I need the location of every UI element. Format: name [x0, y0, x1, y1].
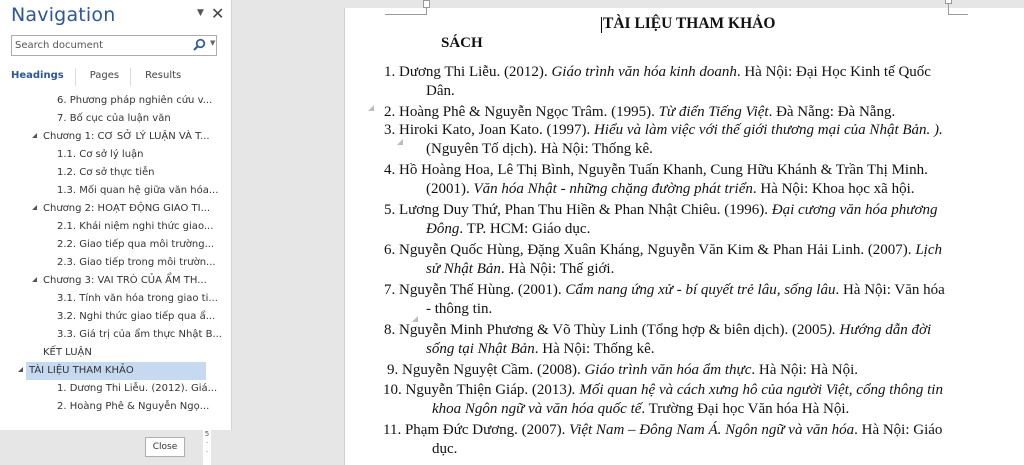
reference-number: 5.	[384, 202, 399, 218]
heading-item-selected[interactable]	[26, 362, 206, 380]
reference-entry	[384, 103, 895, 121]
reference-text: . Hà Nội: Đại Học Kinh tế Quốc	[736, 64, 931, 80]
reference-entry	[383, 381, 943, 399]
reference-entry-continuation	[432, 400, 849, 418]
reference-entry	[384, 121, 943, 139]
reference-title-italic: Văn hóa Nhật - những chặng đường phát triển	[473, 181, 753, 197]
tab-headings[interactable]	[11, 70, 76, 86]
heading-item[interactable]	[43, 272, 207, 290]
heading-item[interactable]	[57, 398, 209, 416]
reference-entry	[384, 281, 945, 299]
heading-label: Chương 2: HOẠT ĐỘNG GIAO TI...	[43, 203, 211, 214]
heading-item[interactable]	[57, 290, 218, 308]
margin-handle	[423, 0, 430, 8]
tab-divider	[130, 68, 131, 86]
reference-number: 6.	[384, 242, 399, 258]
reference-text: Nguyễn Minh Phương & Võ Thùy Linh (Tổng hợp & biên dịch). (2005	[399, 322, 827, 338]
heading-item[interactable]	[57, 182, 218, 200]
reference-number: 3.	[384, 122, 399, 138]
reference-title-italic: ). Hướng dẫn đời	[827, 322, 932, 338]
search-icon[interactable]	[192, 38, 206, 52]
reference-text: Nguyễn Quốc Hùng, Đặng Xuân Kháng, Nguyễn Văn Kim & Phan Hải Linh. (2007).	[399, 242, 916, 258]
reference-number: 1.	[384, 64, 399, 80]
document-heading: TÀI LIỆU THAM KHẢO	[603, 15, 776, 32]
reference-title-italic: sử Nhật Bản	[426, 261, 501, 277]
tab-divider	[75, 68, 76, 86]
reference-title-italic: Giáo trình văn hóa ẩm thực	[584, 362, 752, 378]
expand-triangle-icon[interactable]	[32, 133, 37, 138]
reference-title-italic: ). Mối quan hệ và cách xưng hô của người Việt, cổng thông tin	[566, 382, 943, 398]
heading-item[interactable]	[43, 200, 210, 218]
reference-text: Nguyễn Thế Hùng. (2001).	[399, 282, 566, 298]
reference-number: 10.	[383, 382, 406, 398]
reference-text: . Hà Nội: Thống kê.	[534, 341, 655, 357]
expand-triangle-icon[interactable]	[32, 205, 37, 210]
reference-entry	[387, 361, 858, 379]
tab-pages[interactable]	[90, 70, 131, 86]
reference-title-italic: Từ điển Tiếng Việt	[658, 104, 769, 120]
reference-text: Phạm Đức Dương. (2007).	[404, 422, 570, 438]
search-box	[11, 35, 217, 56]
heading-label: TÀI LIỆU THAM KHẢO	[29, 365, 134, 376]
reference-entry-continuation	[426, 180, 915, 198]
reference-number: 8.	[384, 322, 399, 338]
reference-entry-continuation	[426, 220, 590, 238]
reference-text: . Hà Nội: Giáo	[854, 422, 943, 438]
heading-item[interactable]	[57, 92, 212, 110]
tab-label: Pages	[89, 70, 120, 81]
collapse-triangle-icon[interactable]	[412, 316, 418, 322]
reference-entry-continuation	[426, 300, 492, 318]
reference-text: . Trường Đại học Văn hóa Hà Nội.	[641, 401, 850, 417]
reference-entry	[383, 421, 942, 439]
collapse-triangle-icon[interactable]	[368, 105, 374, 111]
reference-text: Hiroki Kato, Joan Kato. (1997).	[399, 122, 594, 138]
reference-text: Hồ Hoàng Hoa, Lê Thị Bình, Nguyễn Tuấn Khanh, Cung Hữu Khánh & Trần Thị Minh.	[399, 162, 928, 178]
reference-text: . Hà Nội: Hà Nội.	[751, 362, 859, 378]
heading-label: 2. Hoàng Phê & Nguyễn Ngọ...	[57, 401, 210, 412]
reference-text: (2001).	[426, 181, 474, 197]
heading-item[interactable]	[57, 308, 215, 326]
heading-item[interactable]	[57, 164, 155, 182]
reference-entry	[384, 241, 942, 259]
reference-entry	[384, 161, 928, 179]
reference-text: . Hà Nội: Thế giới.	[500, 261, 615, 277]
reference-number: 9.	[387, 362, 402, 378]
reference-text: Nguyễn Thiện Giáp. (2013	[405, 382, 567, 398]
text-cursor	[601, 17, 602, 33]
navigation-tabs	[11, 70, 207, 86]
reference-title-italic: Hiểu và làm việc với thế giới thương mại của Nhật Bản. ).	[593, 122, 943, 138]
reference-entry	[384, 63, 931, 81]
expand-triangle-icon[interactable]	[18, 367, 23, 372]
heading-label: 2.1. Khái niệm nghi thức giao...	[57, 221, 214, 232]
heading-label: 6. Phương pháp nghiên cứu v...	[57, 95, 213, 106]
reference-title-italic: Cẩm nang ứng xử - bí quyết trẻ lâu, sống lâu	[565, 282, 836, 298]
reference-text: Nguyễn Nguyệt Cầm. (2008).	[402, 362, 585, 378]
reference-entry	[384, 321, 931, 339]
tab-results[interactable]	[145, 70, 193, 86]
collapse-triangle-icon[interactable]	[397, 139, 403, 145]
heading-label: 1.2. Cơ sở thực tiễn	[57, 167, 155, 178]
reference-entry-continuation	[426, 82, 455, 100]
chevron-down-icon[interactable]: ▼	[197, 8, 204, 18]
reference-title-italic: Việt Nam – Đông Nam Á. Ngôn ngữ và văn hóa	[569, 422, 855, 438]
heading-label: 1. Dương Thi Liễu. (2012). Giá...	[57, 383, 218, 394]
heading-label: 3.1. Tính văn hóa trong giao ti...	[57, 293, 218, 304]
reference-text: Hoàng Phê & Nguyễn Ngọc Trâm. (1995).	[399, 104, 659, 120]
reference-entry-continuation	[426, 260, 614, 278]
reference-entry	[384, 201, 937, 219]
search-input[interactable]	[12, 36, 182, 55]
heading-label: 2.3. Giao tiếp trong môi trườn...	[57, 257, 216, 268]
heading-item[interactable]	[57, 380, 217, 398]
reference-entry-continuation	[432, 440, 457, 458]
heading-item[interactable]	[57, 254, 216, 272]
tab-label: Results	[145, 70, 182, 81]
reference-title-italic: Lịch	[915, 242, 942, 258]
reference-text: Lương Duy Thứ, Phan Thu Hiền & Phan Nhật Chiêu. (1996).	[399, 202, 772, 218]
heading-item[interactable]	[57, 110, 171, 128]
heading-label: 3.3. Giá trị của ẩm thực Nhật B...	[57, 329, 222, 340]
reference-text: . Hà Nội: Văn hóa	[835, 282, 945, 298]
expand-triangle-icon[interactable]	[32, 277, 37, 282]
reference-entry-continuation	[426, 140, 653, 158]
reference-title-italic: sống tại Nhật Bản	[426, 341, 535, 357]
reference-number: 11.	[383, 422, 405, 438]
margin-handle	[945, 0, 952, 4]
reference-text: Dân.	[426, 83, 455, 99]
heading-item[interactable]	[57, 236, 214, 254]
reference-number: 7.	[384, 282, 399, 298]
reference-number: 4.	[384, 162, 399, 178]
reference-text: . TP. HCM: Giáo dục.	[459, 221, 591, 237]
heading-label: 3.2. Nghi thức giao tiếp qua ẩ...	[57, 311, 216, 322]
heading-item[interactable]	[43, 128, 210, 146]
reference-text: . Đà Nẵng: Đà Nẵng.	[768, 104, 896, 120]
headings-tree	[0, 92, 231, 427]
navigation-title: Navigation	[11, 4, 116, 26]
heading-label: Chương 1: CƠ SỞ LÝ LUẬN VÀ T...	[43, 131, 210, 142]
reference-text: dục.	[432, 441, 458, 457]
reference-title-italic: Giáo trình văn hóa kinh doanh	[551, 64, 737, 80]
reference-title-italic: Đại cương văn hóa phương	[771, 202, 938, 218]
close-button[interactable]: Close	[145, 437, 185, 457]
heading-item[interactable]	[57, 218, 213, 236]
close-icon[interactable]: ✕	[211, 4, 225, 23]
heading-label: 7. Bố cục của luận văn	[57, 113, 171, 124]
reference-text: - thông tin.	[426, 301, 493, 317]
heading-label: 1.1. Cơ sở lý luận	[57, 149, 144, 160]
heading-item[interactable]	[43, 344, 92, 362]
heading-item[interactable]	[57, 326, 222, 344]
ruler-mark: 5	[204, 430, 210, 438]
search-options-chevron-icon[interactable]: ▼	[210, 39, 216, 47]
navigation-pane	[0, 0, 232, 430]
heading-label: 2.2. Giao tiếp qua môi trường...	[57, 239, 215, 250]
reference-entry-continuation	[426, 340, 654, 358]
reference-number: 2.	[384, 104, 399, 120]
margin-corner-mark	[385, 0, 427, 15]
reference-title-italic: khoa Ngôn ngữ và văn hóa quốc tế	[432, 401, 642, 417]
heading-label: Chương 3: VAI TRÒ CỦA ẨM TH...	[43, 275, 207, 286]
reference-text: (Nguyên Tố dịch). Hà Nội: Thống kê.	[426, 141, 653, 157]
heading-label: KẾT LUẬN	[43, 347, 92, 358]
reference-title-italic: Đông	[426, 221, 460, 237]
heading-label: 1.3. Mối quan hệ giữa văn hóa...	[57, 185, 219, 196]
heading-item[interactable]	[57, 146, 144, 164]
reference-text: . Hà Nội: Khoa học xã hội.	[752, 181, 915, 197]
section-heading: SÁCH	[441, 35, 483, 51]
tab-label: Headings	[11, 70, 64, 81]
reference-text: Dương Thi Liễu. (2012).	[399, 64, 552, 80]
vertical-ruler: 5 · ·	[203, 430, 211, 465]
